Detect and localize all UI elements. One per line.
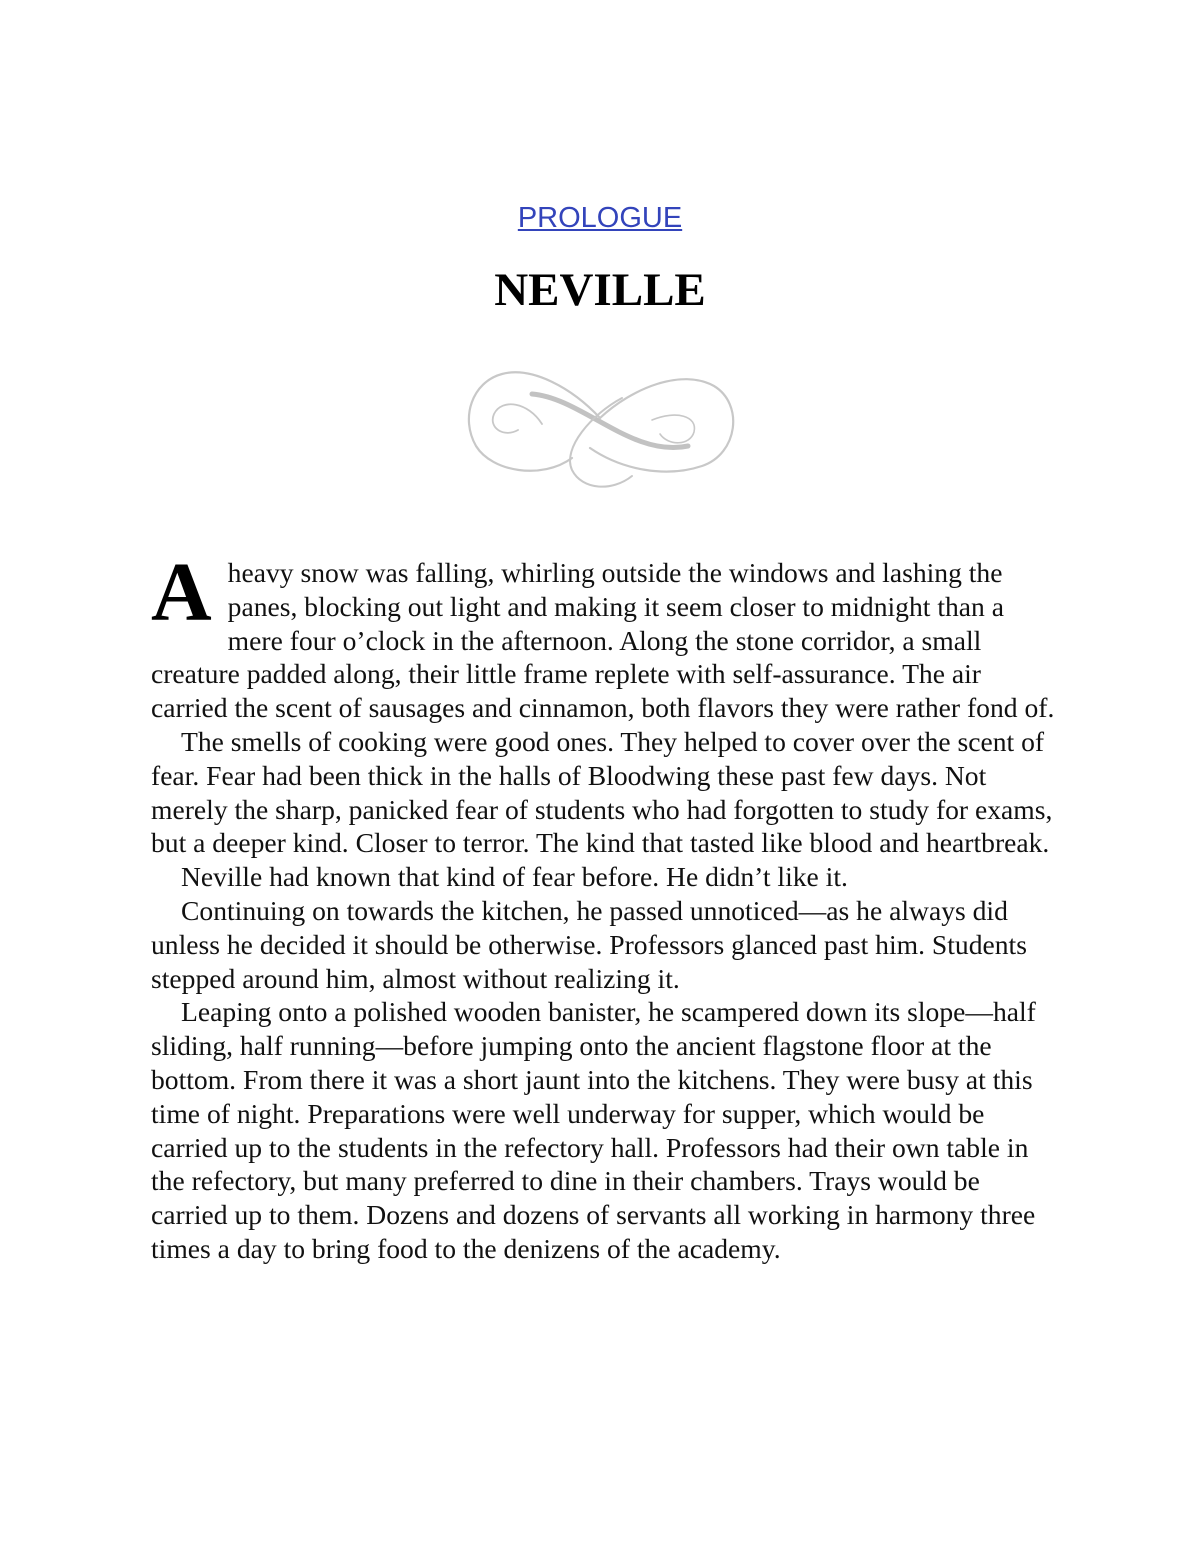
drop-cap: A (151, 546, 212, 639)
paragraph: Neville had known that kind of fear before. He didn’t like it. (181, 861, 848, 893)
paragraph-text: heavy snow was falling, whirling outside the windows and lashing the panes, blocking out light and making it seem closer to midnight than a mere four o’clock in the afternoon. Along the stone corridor, a small creature padded along, their little frame replete with self-assurance. The air carried the scent of sausages and cinnamon, both flavors they were rather fond of. (151, 557, 1055, 724)
prologue-link[interactable]: PROLOGUE (517, 202, 683, 234)
prologue-heading (0, 200, 1200, 236)
chapter-title: NEVILLE (494, 264, 706, 316)
paragraph: The smells of cooking were good ones. They helped to cover over the scent of fear. Fear had been thick in the halls of Bloodwing these past few days. Not merely the sharp, panicked fear of students who had forgotten to study for exams, but a deeper kind. Closer to terror. The kind that tasted like blood and heartbreak. (151, 725, 1053, 859)
paragraph (151, 546, 1061, 725)
paragraph: Leaping onto a polished wooden banister, he scampered down its slope—half sliding, half running—before jumping onto the ancient flagstone floor at the bottom. From there it was a short jaunt into the kitchens. They were busy at this time of night. Preparations were well underway for supper, which would be carried up to the students in the refectory hall. Professors had their own table in the refectory, but many preferred to dine in their chambers. Trays would be carried up to them. Dozens and dozens of servants all working in harmony three times a day to bring food to the denizens of the academy. (151, 996, 1036, 1264)
paragraph: Continuing on towards the kitchen, he passed unnoticed—as he always did unless he decided it should be otherwise. Professors glanced past him. Students stepped around him, almost without realizing it. (151, 894, 1027, 994)
chapter-body (151, 546, 1061, 1266)
flourish-ornament-icon (462, 358, 738, 494)
